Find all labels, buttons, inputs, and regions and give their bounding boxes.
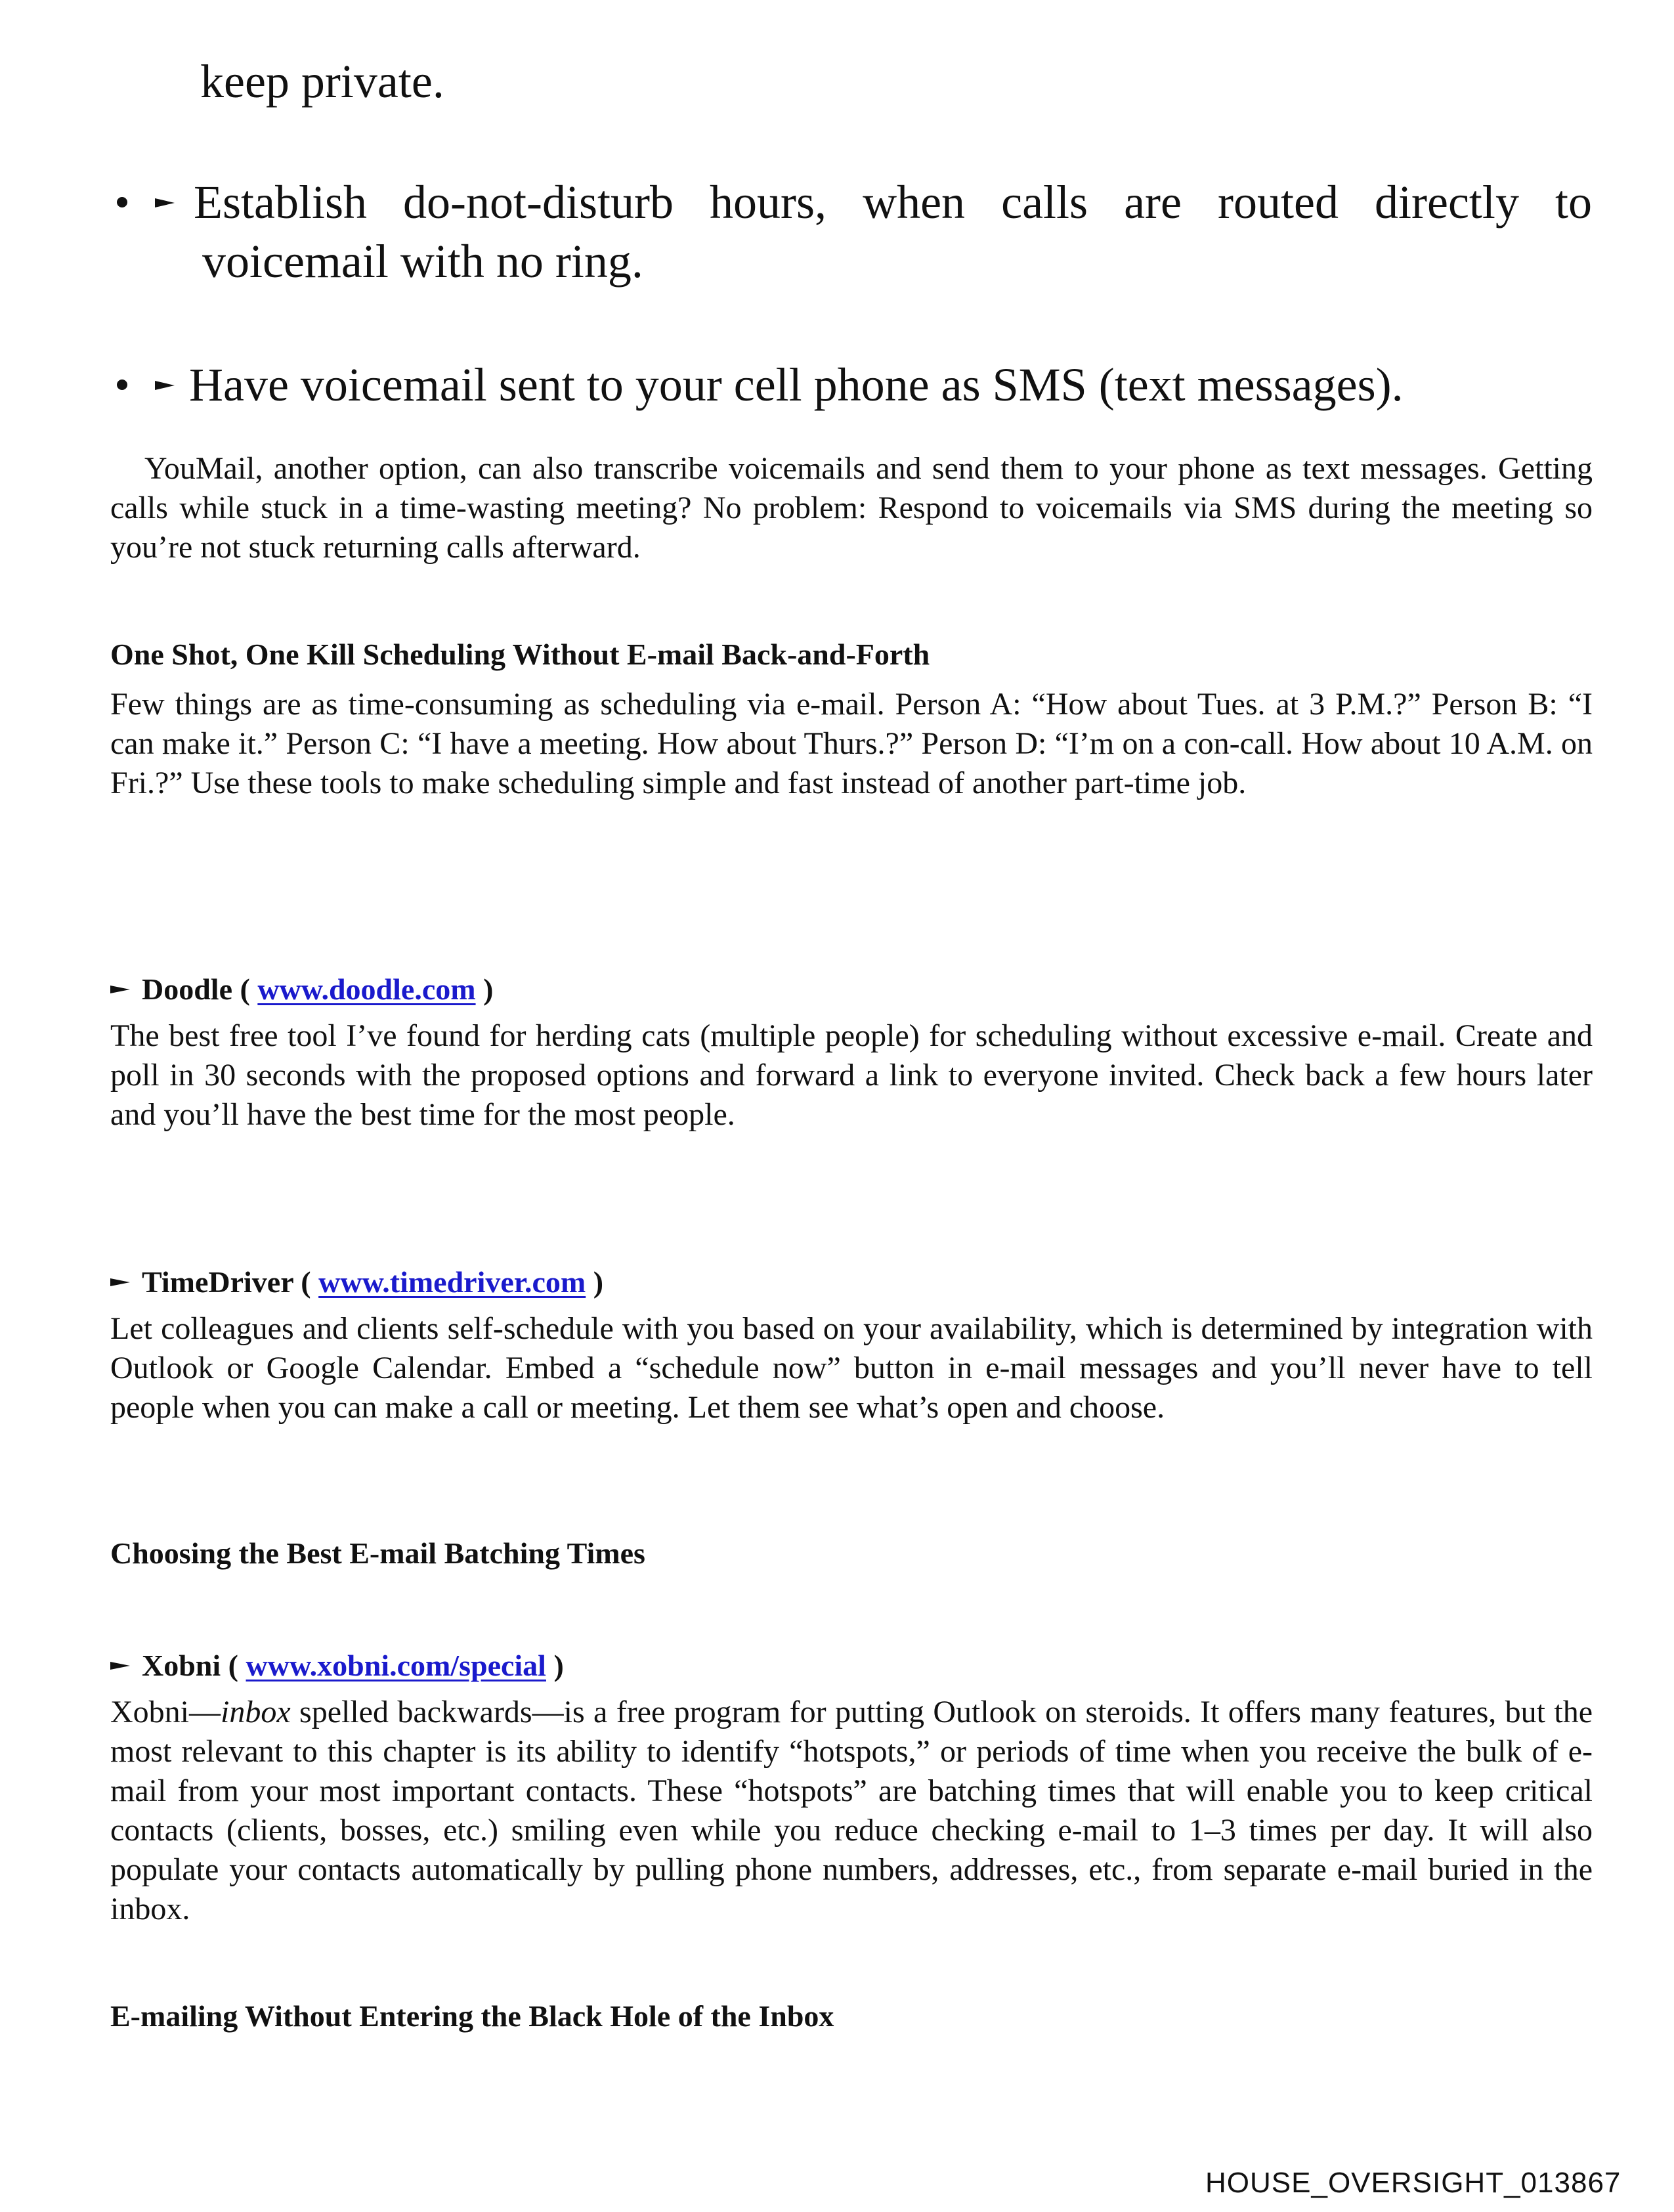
tool-heading-doodle <box>110 970 493 1008</box>
paren-open: ( <box>228 1649 238 1682</box>
tool-heading-xobni <box>110 1647 564 1685</box>
section-heading: One Shot, One Kill Scheduling Without E-mail Back-and-Forth <box>110 638 930 671</box>
youmail-paragraph: YouMail, another option, can also transcribe voicemails and send them to your phone as text messages. Getting calls while stuck in a time-wasting meeting? No problem: Respond to voicemails via SMS during the meeting so you’re not stuck returning calls afterward. <box>110 451 1593 565</box>
bullet-dot-icon <box>117 197 127 207</box>
tool-name: Xobni <box>142 1649 221 1682</box>
arrow-bullet-icon <box>110 1662 130 1670</box>
section-heading: Choosing the Best E-mail Batching Times <box>110 1536 645 1570</box>
document-id: HOUSE_OVERSIGHT_013867 <box>1205 2167 1621 2199</box>
arrow-bullet-icon <box>155 198 175 207</box>
tool-link-xobni[interactable]: www.xobni.com/special <box>246 1649 546 1682</box>
tool-link-doodle[interactable]: www.doodle.com <box>257 972 476 1006</box>
section-paragraph: Few things are as time-consuming as scheduling via e-mail. Person A: “How about Tues. at 3 P.M.?” Person B: “I can make it.” Person C: “I have a meeting. How about Thurs.?” Person D: “I’m on a con-call. How about 10 A.M. on Fri.?” Use these tools to make scheduling simple and fast instead of another part-time job. <box>110 687 1593 800</box>
tool-heading-timedriver <box>110 1263 603 1301</box>
paren-open: ( <box>240 972 250 1006</box>
tool-description <box>110 1693 1593 1929</box>
bullet-text-line1: Have voicemail sent to your cell phone as SMS (text messages). <box>189 358 1404 411</box>
desc-rest: spelled backwards—is a free program for putting Outlook on steroids. It offers many features, but the most relevant to this chapter is its ability to identify “hotspots,” or periods of time when you receive the bulk of e-mail from your most important contacts. These “hotspots” are batching times that will enable you to keep critical contacts (clients, bosses, etc.) smiling even while you reduce checking e-mail to 1–3 times per day. It will also populate your contacts automatically by pulling phone numbers, addresses, etc., from separate e-mail buried in the inbox. <box>110 1695 1593 1926</box>
tool-description: Let colleagues and clients self-schedule with you based on your availability, which is determined by integration with Outlook or Google Calendar. Embed a “schedule now” button in e-mail messages and you’ll never have to tell people when you can make a call or meeting. Let them see what’s open and choose. <box>110 1311 1593 1425</box>
bullet-dot-icon <box>117 380 127 390</box>
paren-close: ) <box>593 1265 604 1299</box>
arrow-bullet-icon <box>110 1278 130 1286</box>
tool-description: The best free tool I’ve found for herding cats (multiple people) for scheduling without excessive e-mail. Create and poll in 30 seconds with the proposed options and forward a link to everyone invited. Check back a few hours later and you’ll have the best time for the most people. <box>110 1018 1593 1132</box>
tool-name: TimeDriver <box>142 1265 293 1299</box>
tool-name: Doodle <box>142 972 232 1006</box>
desc-italic: inbox <box>221 1695 291 1729</box>
bullet-text-line2: voicemail with no ring. <box>202 235 643 288</box>
arrow-bullet-icon <box>155 381 175 390</box>
tool-link-timedriver[interactable]: www.timedriver.com <box>318 1265 586 1299</box>
section-heading: E-mailing Without Entering the Black Hole of the Inbox <box>110 1999 834 2033</box>
paren-close: ) <box>553 1649 564 1682</box>
desc-start: Xobni— <box>110 1695 221 1729</box>
arrow-bullet-icon <box>110 986 130 993</box>
continuation-text: keep private. <box>200 55 444 108</box>
paren-open: ( <box>301 1265 311 1299</box>
bullet-text-line1: Establish do-not-disturb hours, when calls are routed directly to <box>194 176 1592 228</box>
paren-close: ) <box>483 972 494 1006</box>
